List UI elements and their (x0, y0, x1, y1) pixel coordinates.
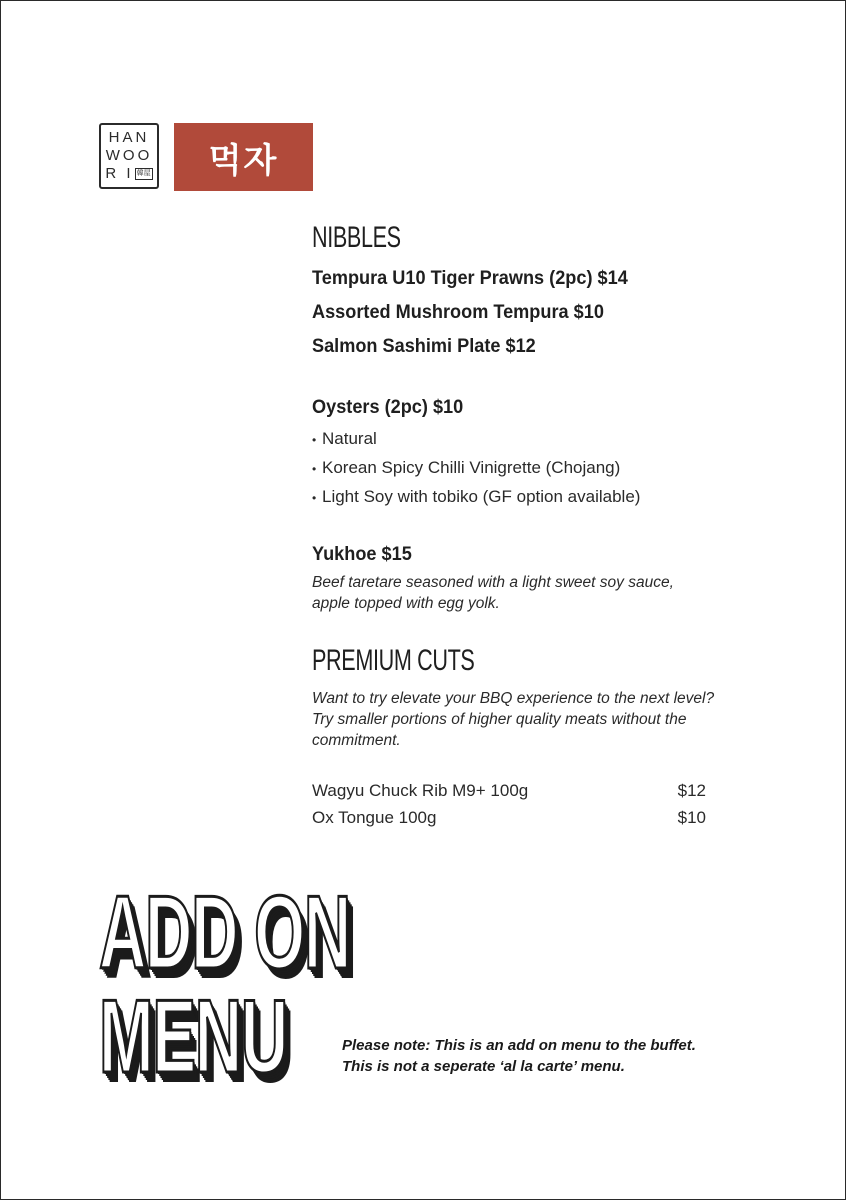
premium-item-name: Ox Tongue 100g (312, 808, 437, 827)
title-line-1: ADD ON (99, 875, 350, 991)
hanwoori-logo (99, 123, 159, 189)
logo-banner: 먹자 (174, 123, 313, 191)
logo-line-3 (105, 165, 152, 183)
oyster-option (312, 483, 742, 512)
logo-hanja-mark: 韓屋 (135, 168, 153, 180)
bullet-icon: • (312, 462, 317, 476)
premium-price-list (312, 777, 742, 831)
premium-section (312, 644, 742, 831)
premium-item-price: $10 (677, 808, 706, 827)
oysters-title: Oysters (2pc) $10 (312, 396, 464, 418)
yukhoe-section (312, 540, 742, 614)
title-line-2: MENU (99, 979, 287, 1095)
bullet-icon: • (312, 433, 317, 447)
oyster-option (312, 425, 742, 454)
logo-line-3-text: R I (105, 165, 134, 182)
oyster-option (312, 454, 742, 483)
menu-content (312, 221, 742, 831)
yukhoe-description: Beef taretare seasoned with a light sweet soy sauce, apple topped with egg yolk. (312, 574, 674, 612)
nibbles-item: Assorted Mushroom Tempura $10 (312, 301, 604, 323)
premium-item-price: $12 (677, 781, 706, 800)
nibbles-list (312, 261, 742, 363)
premium-item (312, 804, 706, 831)
premium-item (312, 777, 706, 804)
nibbles-item: Tempura U10 Tiger Prawns (2pc) $14 (312, 267, 628, 289)
oysters-section (312, 393, 742, 512)
oyster-option-label: Natural (322, 429, 377, 448)
nibbles-item: Salmon Sashimi Plate $12 (312, 335, 536, 357)
buffet-note: Please note: This is an add on menu to the buffet. This is not a seperate ‘al la carte’ menu. (342, 1037, 696, 1075)
oysters-options (312, 425, 742, 512)
yukhoe-title: Yukhoe $15 (312, 543, 412, 565)
logo-line-1: HAN (108, 129, 150, 146)
premium-heading: PREMIUM CUTS (312, 644, 475, 677)
premium-description: Want to try elevate your BBQ experience to the next level? Try smaller portions of higher quality meats without the commitment. (312, 690, 715, 749)
bullet-icon: • (312, 491, 317, 505)
premium-item-name: Wagyu Chuck Rib M9+ 100g (312, 781, 529, 800)
oyster-option-label: Light Soy with tobiko (GF option available) (322, 487, 641, 506)
nibbles-heading: NIBBLES (312, 221, 401, 254)
logo-line-2: WOO (105, 147, 153, 164)
oyster-option-label: Korean Spicy Chilli Vinigrette (Chojang) (322, 458, 621, 477)
